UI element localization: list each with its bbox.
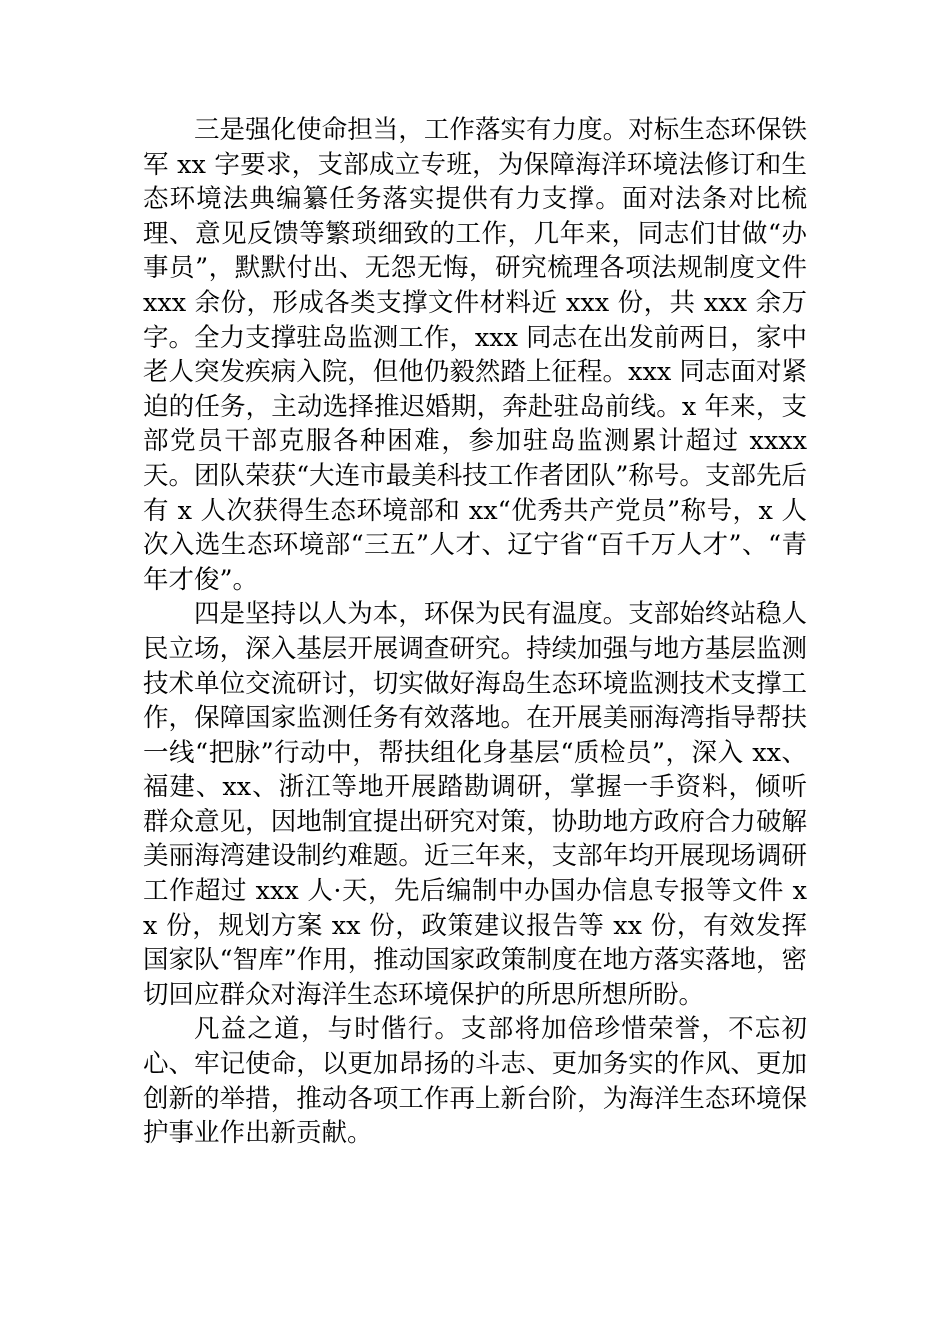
paragraph-3: 凡益之道，与时偕行。支部将加倍珍惜荣誉，不忘初心、牢记使命，以更加昂扬的斗志、更加务实的作风、更加创新的举措，推动各项工作再上新台阶，为海洋生态环境保护事业作出新贡献。 bbox=[143, 1014, 807, 1149]
document-body bbox=[143, 113, 807, 1151]
paragraph-1: 三是强化使命担当，工作落实有力度。对标生态环保铁军 xx 字要求，支部成立专班，为保障海洋环境法修订和生态环境法典编纂任务落实提供有力支撑。面对法条对比梳理、意见反馈等繁琐细致的工作，几年来，同志们甘做“办事员”，默默付出、无怨无悔，研究梳理各项法规制度文件 xxx 余份，形成各类支撑文件材料近 xxx 份，共 xxx 余万字。全力支撑驻岛监测工作，xxx 同志在出发前两日，家中老人突发疾病入院，但他仍毅然踏上征程。xxx 同志面对紧迫的任务，主动选择推迟婚期，奔赴驻岛前线。x 年来，支部党员干部克服各种困难，参加驻岛监测累计超过 xxxx 天。团队荣获“大连市最美科技工作者团队”称号。支部先后有 x 人次获得生态环境部和 xx“优秀共产党员”称号，x 人次入选生态环境部“三五”人才、辽宁省“百千万人才”、“青年才俊”。 bbox=[143, 115, 807, 595]
paragraph-2: 四是坚持以人为本，环保为民有温度。支部始终站稳人民立场，深入基层开展调查研究。持续加强与地方基层监测技术单位交流研讨，切实做好海岛生态环境监测技术支撑工作，保障国家监测任务有效落地。在开展美丽海湾指导帮扶一线“把脉”行动中，帮扶组化身基层“质检员”，深入 xx、福建、xx、浙江等地开展踏勘调研，掌握一手资料，倾听群众意见，因地制宜提出研究对策，协助地方政府合力破解美丽海湾建设制约难题。近三年来，支部年均开展现场调研工作超过 xxx 人·天，先后编制中办国办信息专报等文件 xx 份，规划方案 xx 份，政策建议报告等 xx 份，有效发挥国家队“智库”作用，推动国家政策制度在地方落实落地，密切回应群众对海洋生态环境保护的所思所想所盼。 bbox=[143, 599, 807, 1010]
